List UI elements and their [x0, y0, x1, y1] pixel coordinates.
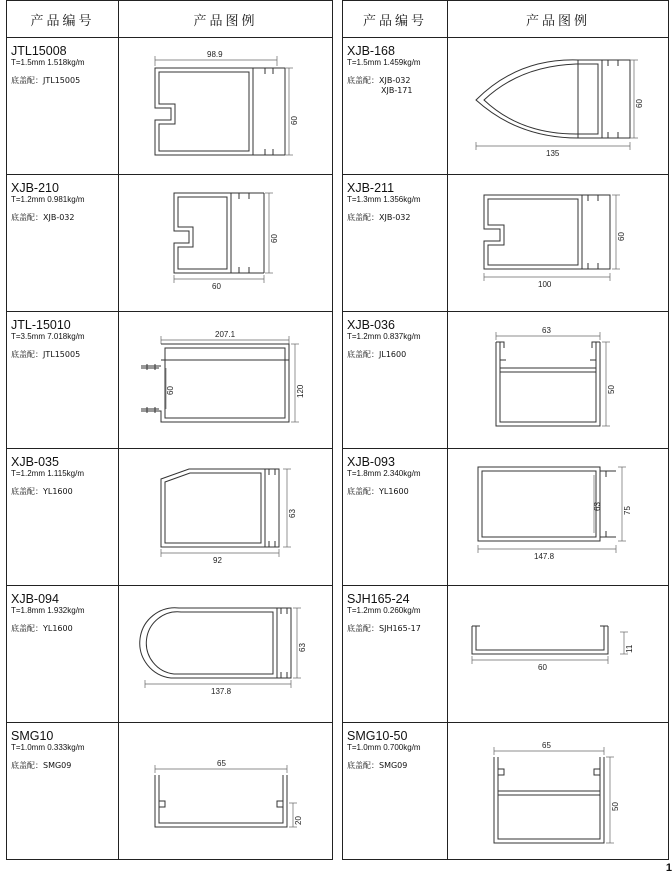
dim-label: 11	[625, 644, 634, 653]
base-cover: 底盖配：JTL15005	[11, 350, 81, 359]
product-spec: T=1.0mm 0.333kg/m	[11, 743, 85, 752]
base-cover: 底盖配：SJH165-17	[347, 624, 421, 633]
product-code: XJB-168	[347, 44, 395, 58]
dim-label: 50	[607, 385, 616, 394]
dim-label: 63	[542, 326, 551, 335]
table-row	[7, 175, 333, 312]
table-row	[343, 449, 669, 586]
header-product-code: 产品编号	[7, 1, 119, 38]
table-row	[343, 586, 669, 723]
product-spec: T=1.8mm 1.932kg/m	[11, 606, 85, 615]
base-cover: 底盖配：YL1600	[11, 624, 73, 633]
table-row	[7, 723, 333, 860]
page-number: 1	[665, 862, 672, 874]
base-cover: 底盖配：SMG09	[347, 761, 408, 770]
product-code: SMG10	[11, 729, 54, 743]
right-product-table	[342, 0, 669, 860]
header-product-figure: 产品图例	[119, 1, 333, 38]
product-spec: T=1.3mm 1.356kg/m	[347, 195, 421, 204]
dim-label: 137.8	[211, 687, 232, 696]
base-cover: 底盖配：YL1600	[347, 487, 409, 496]
dim-label: 120	[296, 384, 305, 398]
product-code: JTL-15010	[11, 318, 71, 332]
dim-label: 65	[542, 741, 551, 750]
product-spec: T=3.5mm 7.018kg/m	[11, 332, 85, 341]
dim-label: 65	[217, 759, 226, 768]
header-product-code: 产品编号	[343, 1, 448, 38]
dim-label: 92	[213, 556, 222, 565]
product-spec: T=1.2mm 1.115kg/m	[11, 469, 84, 478]
dim-label: 60	[270, 234, 279, 243]
product-code: SJH165-24	[347, 592, 410, 606]
product-code: SMG10-50	[347, 729, 408, 743]
dim-label: 98.9	[207, 50, 223, 59]
product-code: JTL15008	[11, 44, 67, 58]
dim-label: 147.8	[534, 552, 555, 561]
product-code: XJB-036	[347, 318, 395, 332]
base-cover: 底盖配：YL1600	[11, 487, 73, 496]
base-cover: 底盖配：XJB-032	[347, 213, 411, 222]
table-row	[343, 175, 669, 312]
product-spec: T=1.0mm 0.700kg/m	[347, 743, 421, 752]
table-row	[343, 312, 669, 449]
dim-label: 63	[298, 643, 307, 652]
table-row	[7, 586, 333, 723]
base-cover: 底盖配：SMG09	[11, 761, 72, 770]
dim-label: 100	[538, 280, 552, 289]
dim-label: 60	[290, 116, 299, 125]
dim-label: 20	[294, 816, 303, 825]
left-product-table	[6, 0, 333, 860]
base-cover: 底盖配：XJB-032 XJB-171	[347, 76, 413, 95]
product-spec: T=1.2mm 0.981kg/m	[11, 195, 85, 204]
dim-label: 60	[212, 282, 221, 291]
dim-label: 75	[623, 506, 632, 515]
table-row	[343, 38, 669, 175]
table-row	[7, 312, 333, 449]
dim-label: 63	[288, 509, 297, 518]
dim-label: 50	[611, 802, 620, 811]
product-spec: T=1.2mm 0.260kg/m	[347, 606, 421, 615]
dim-label: 135	[546, 149, 560, 158]
product-code: XJB-211	[347, 181, 395, 195]
dim-label: 60	[617, 232, 626, 241]
dim-label: 60	[166, 386, 175, 395]
header-product-figure: 产品图例	[448, 1, 669, 38]
product-code: XJB-094	[11, 592, 59, 606]
dim-label: 60	[635, 99, 644, 108]
dim-label: 60	[538, 663, 547, 672]
product-spec: T=1.5mm 1.459kg/m	[347, 58, 421, 67]
product-code: XJB-210	[11, 181, 59, 195]
product-spec: T=1.8mm 2.340kg/m	[347, 469, 421, 478]
product-spec: T=1.5mm 1.518kg/m	[11, 58, 85, 67]
table-row	[343, 723, 669, 860]
dim-label: 207.1	[215, 330, 236, 339]
product-code: XJB-093	[347, 455, 395, 469]
table-row	[7, 38, 333, 175]
product-code: XJB-035	[11, 455, 59, 469]
product-spec: T=1.2mm 0.837kg/m	[347, 332, 421, 341]
base-cover: 底盖配：JL1600	[347, 350, 407, 359]
base-cover: 底盖配：XJB-032	[11, 213, 75, 222]
dim-label: 63	[593, 502, 602, 511]
table-row	[7, 449, 333, 586]
base-cover: 底盖配：JTL15005	[11, 76, 81, 85]
